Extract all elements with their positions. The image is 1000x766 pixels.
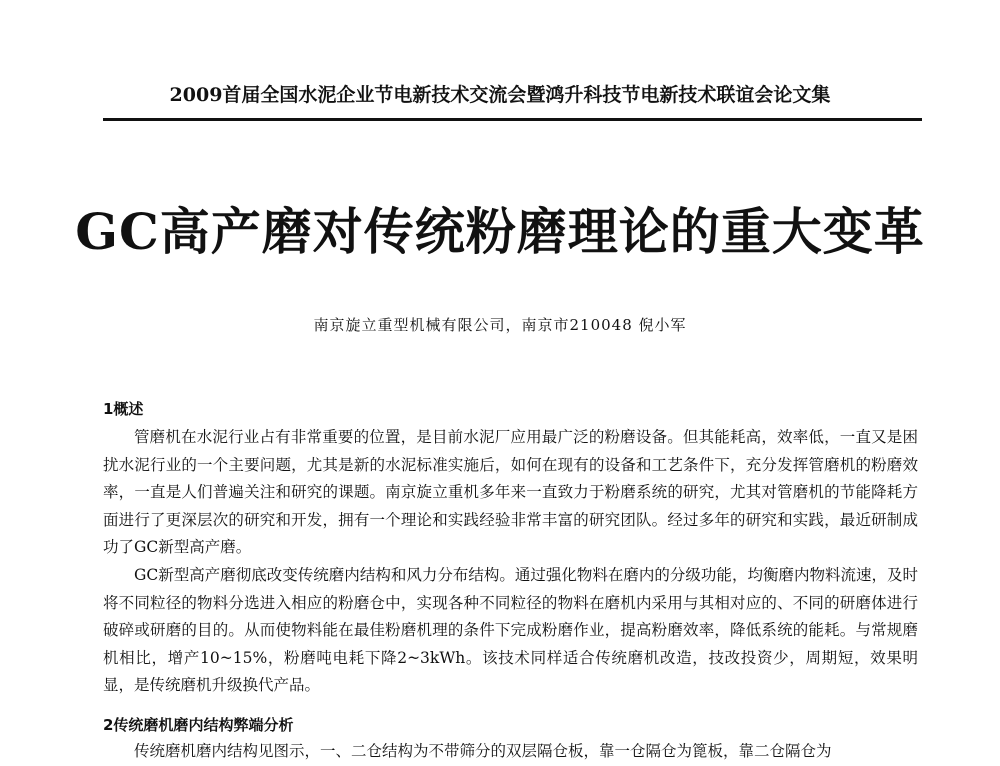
section-body-structure-analysis: [103, 738, 918, 766]
paragraph: 管磨机在水泥行业占有非常重要的位置，是目前水泥厂应用最广泛的粉磨设备。但其能耗高，效率低，一直又是困扰水泥行业的一个主要问题，尤其是新的水泥标准实施后，如何在现有的设备和工艺条件下，充分发挥管磨机的粉磨效率，一直是人们普遍关注和研究的课题。南京旋立重机多年来一直致力于粉磨系统的研究，尤其对管磨机的节能降耗方面进行了更深层次的研究和开发，拥有一个理论和实践经验非常丰富的研究团队。经过多年的研究和实践，最近研制成功了GC新型高产磨。: [103, 428, 918, 557]
running-header: 2009首届全国水泥企业节电新技术交流会暨鸿升科技节电新技术联谊会论文集: [169, 84, 831, 106]
paragraph: GC新型高产磨彻底改变传统磨内结构和风力分布结构。通过强化物料在磨内的分级功能，均衡磨内物料流速，及时将不同粒径的物料分选进入相应的粉磨仓中，实现各种不同粒径的物料在磨机内采用与其相对应的、不同的研磨体进行破碎或研磨的目的。从而使物料能在最佳粉磨机理的条件下完成粉磨作业，提高粉磨效率，降低系统的能耗。与常规磨机相比，增产10~15%，粉磨吨电耗下降2~3kWh。该技术同样适合传统磨机改造，技改投资少，周期短，效果明显，是传统磨机升级换代产品。: [103, 565, 918, 695]
section-body-overview: [103, 424, 918, 700]
paper-title: GC高产磨对传统粉磨理论的重大变革: [75, 202, 925, 261]
header-rule: [103, 118, 922, 121]
section-heading-structure-analysis: 2传统磨机磨内结构弊端分析: [103, 716, 294, 734]
author-affiliation: 南京旋立重型机械有限公司，南京市210048 倪小军: [313, 316, 687, 334]
section-heading-overview: 1概述: [103, 400, 144, 418]
paragraph: 传统磨机磨内结构见图示，一、二仓结构为不带筛分的双层隔仓板，靠一仓隔仓为篦板，靠二仓隔仓为: [134, 742, 832, 760]
